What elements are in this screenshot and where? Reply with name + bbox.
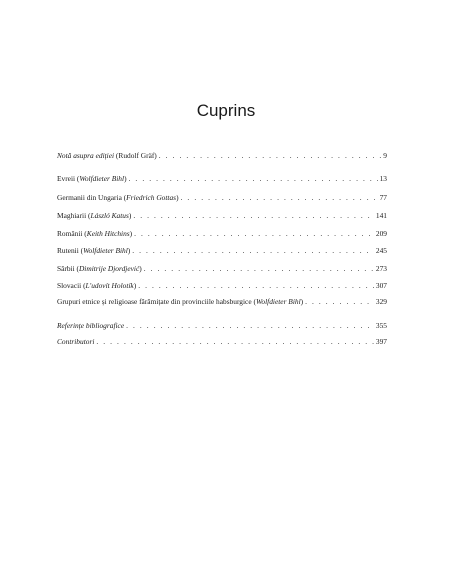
entry-author: Wolfdieter Bihl bbox=[255, 297, 301, 306]
leader-dots bbox=[96, 337, 374, 346]
entry-page-number: 9 bbox=[383, 151, 387, 160]
entry-page-number: 273 bbox=[375, 264, 387, 273]
entry-page-number: 141 bbox=[375, 211, 387, 220]
entry-author: Keith Hitchins bbox=[86, 229, 130, 238]
entry-author: Notă asupra ediției bbox=[57, 151, 115, 160]
toc-entry: Germanii din Ungaria (Friedrich Gottas) . . . 77 bbox=[57, 193, 387, 202]
toc-entry: Evreii (Wolfdieter Bihl) . . . 13 bbox=[57, 174, 387, 183]
entry-author: Wolfdieter Bihl bbox=[83, 246, 128, 255]
entry-author: Friedrich Gottas bbox=[126, 193, 177, 202]
leader-dots bbox=[133, 211, 374, 220]
entry-page-number: 355 bbox=[375, 321, 387, 330]
entry-page-number: 13 bbox=[379, 174, 387, 183]
page-title: Cuprins bbox=[196, 101, 256, 120]
toc-entry: Românii (Keith Hitchins) . . . 209 bbox=[57, 229, 387, 238]
leader-dots bbox=[132, 246, 374, 255]
toc-entry: Rutenii (Wolfdieter Bihl) . . . 245 bbox=[57, 246, 387, 255]
toc-entry: Sârbii (Dimitrije Djordjević) . . . 273 bbox=[57, 264, 387, 273]
entry-author: Dimitrije Djordjević bbox=[78, 264, 140, 273]
entry-page-number: 307 bbox=[375, 281, 387, 290]
entry-author: L'udovít Holotík bbox=[85, 281, 134, 290]
leader-dots bbox=[159, 151, 382, 160]
toc-entry bbox=[57, 337, 387, 346]
entry-author: Contributori bbox=[57, 337, 95, 346]
toc-entry: Maghiarii (László Katus) . . . 141 bbox=[57, 211, 387, 220]
leader-dots bbox=[126, 321, 374, 330]
toc-entry: Notă asupra ediției (Rudolf Gräf) . . . 9 bbox=[57, 151, 387, 160]
entry-author: László Katus bbox=[90, 211, 129, 220]
toc-entry: Slovacii (L'udovít Holotík) . . . 307 bbox=[57, 281, 387, 290]
leader-dots bbox=[129, 174, 378, 183]
leader-dots bbox=[134, 229, 374, 238]
entry-page-number: 209 bbox=[375, 229, 387, 238]
entry-author: Referințe bibliografice bbox=[57, 321, 125, 330]
leader-dots bbox=[138, 281, 374, 290]
entry-page-number: 397 bbox=[375, 337, 387, 346]
toc-entry: Grupuri etnice și religioase fărâmițate din provinciile habsburgice (Wolfdieter Bihl) . . . 329 bbox=[57, 297, 387, 306]
entry-author: Wolfdieter Bihl bbox=[79, 174, 125, 183]
leader-dots bbox=[144, 264, 374, 273]
entry-page-number: 329 bbox=[375, 297, 387, 306]
leader-dots bbox=[181, 193, 378, 202]
leader-dots bbox=[305, 297, 374, 306]
toc-entry bbox=[57, 321, 387, 330]
entry-page-number: 245 bbox=[375, 246, 387, 255]
entry-page-number: 77 bbox=[379, 193, 387, 202]
